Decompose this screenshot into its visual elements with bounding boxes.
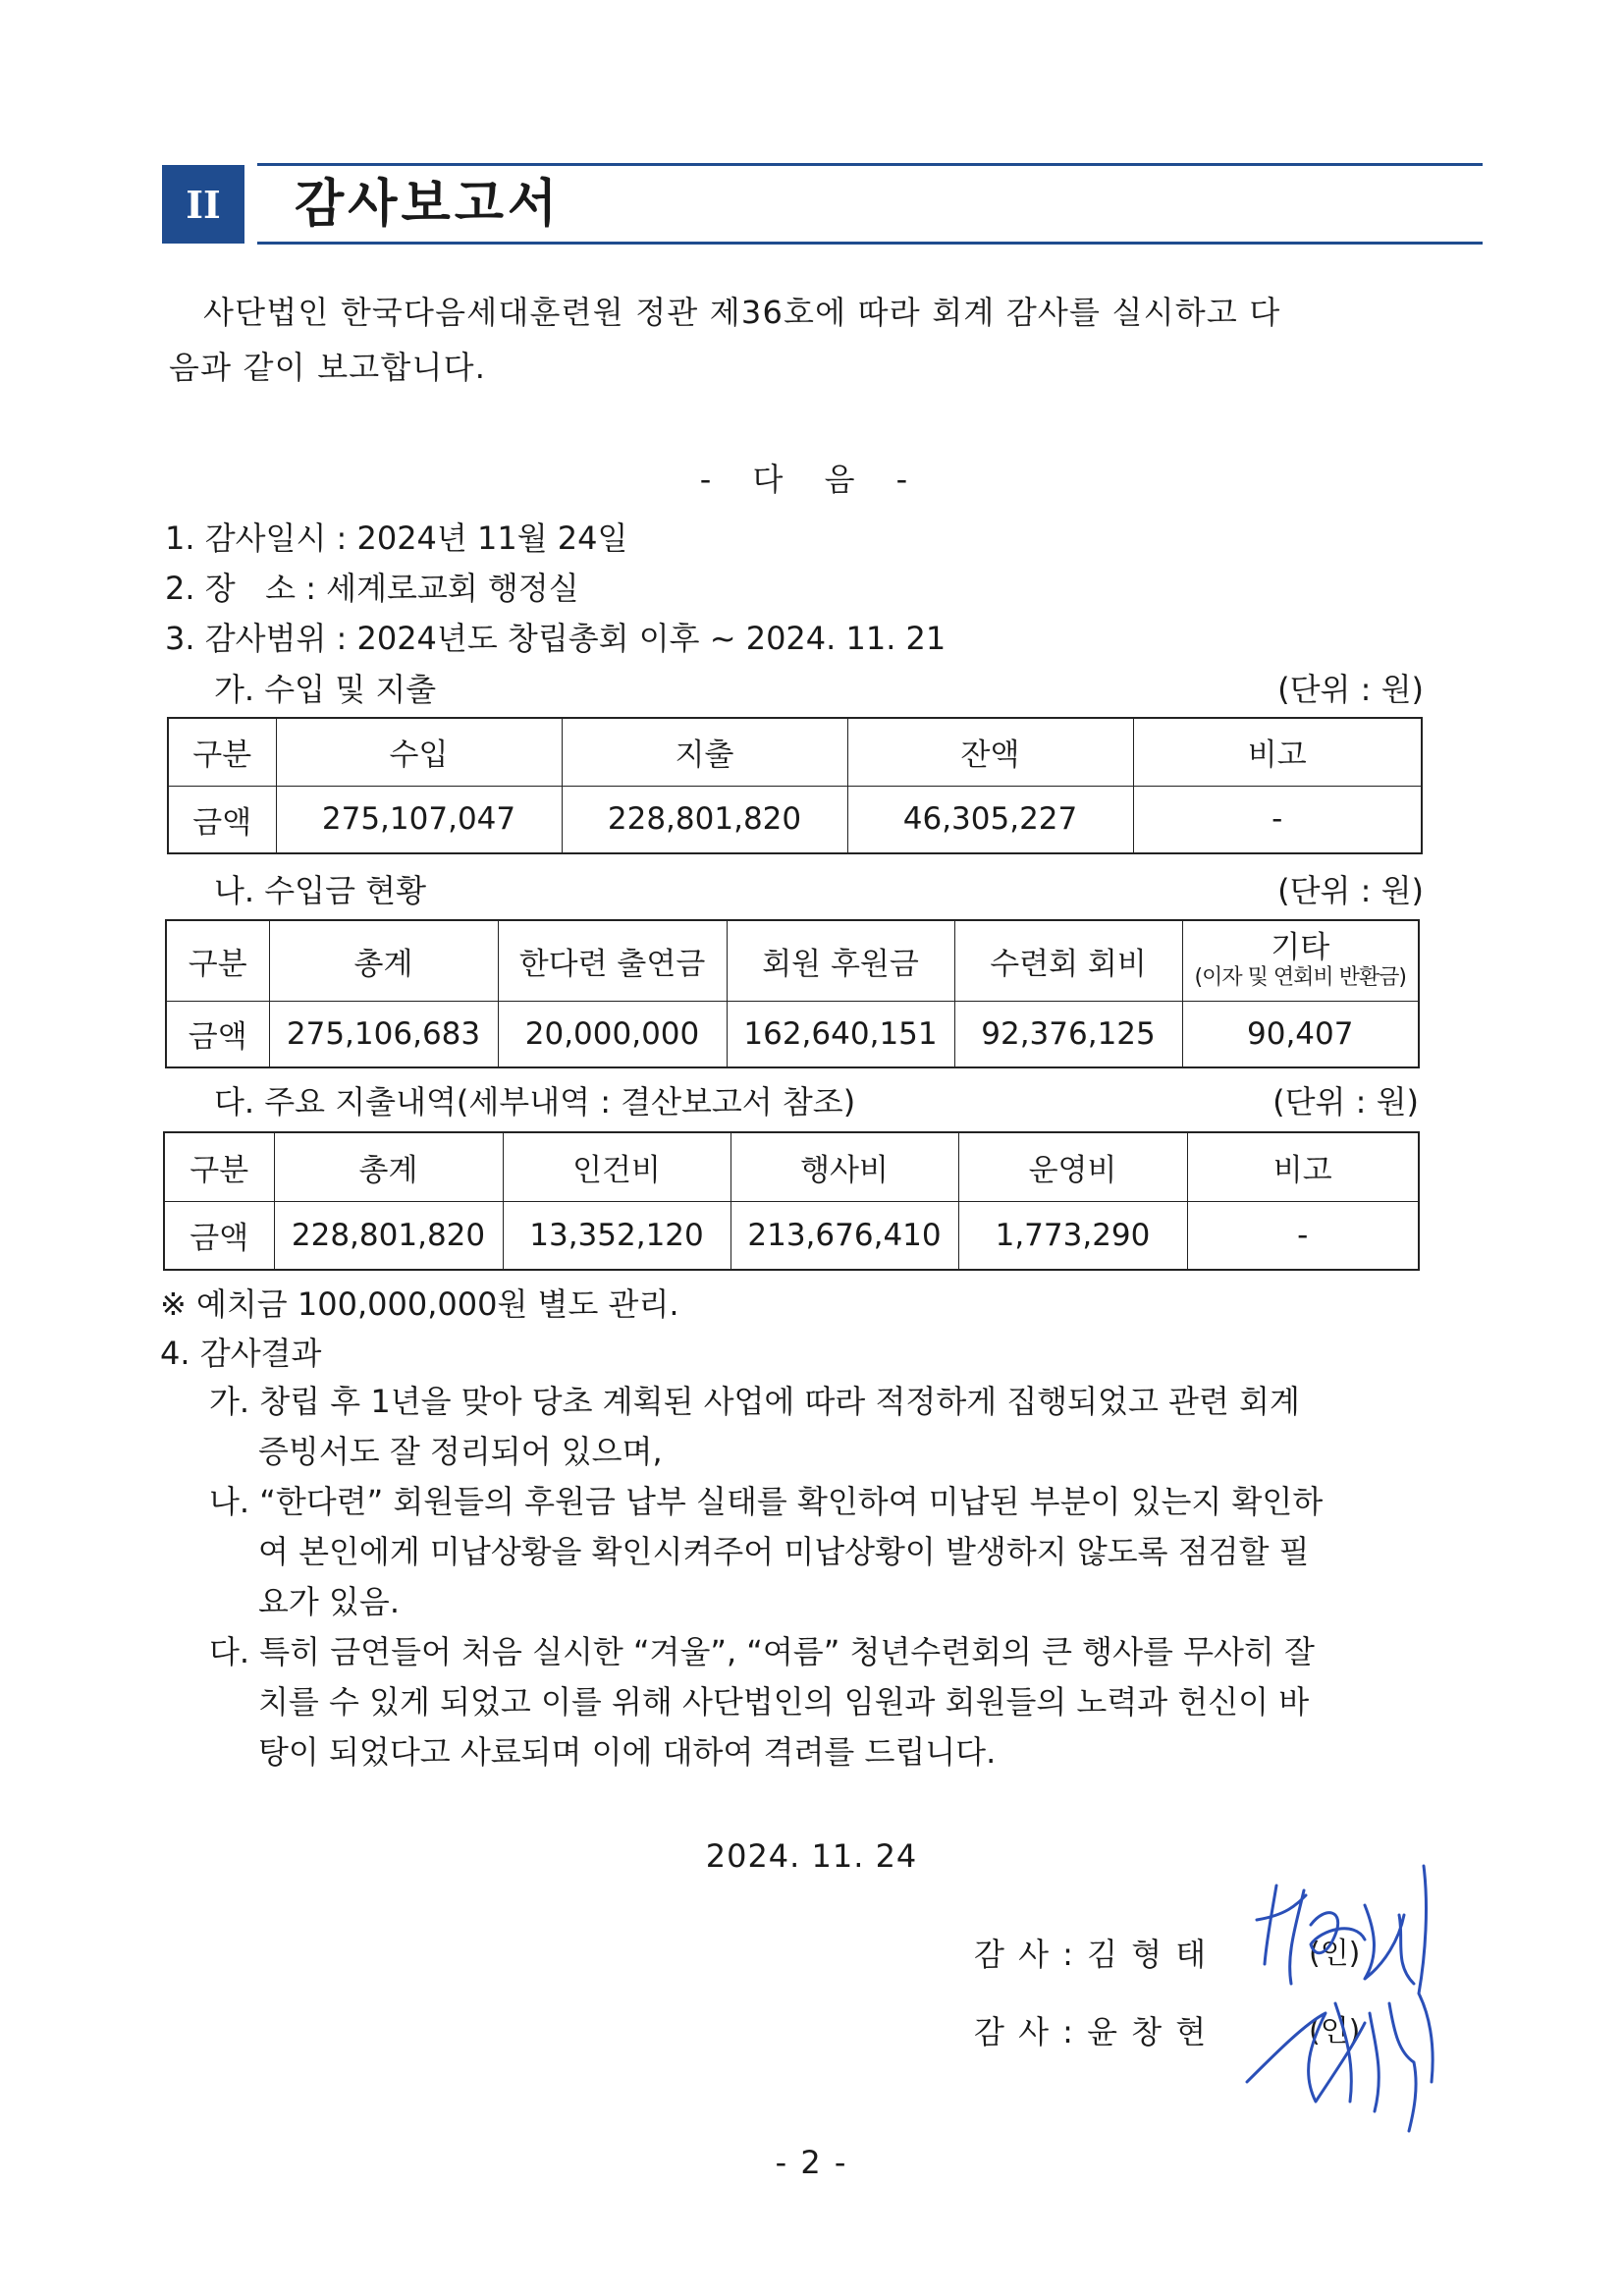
header-rule-bottom xyxy=(257,242,1483,245)
result-a-line-2: 증빙서도 잘 정리되어 있으며, xyxy=(258,1433,663,1470)
result-b-line-2: 여 본인에게 미납상황을 확인시켜주어 미납상황이 발생하지 않도록 점검할 필 xyxy=(258,1533,1310,1570)
item-audit-place: 2. 장 소 : 세계로교회 행정실 xyxy=(165,570,579,607)
result-b-line-3: 요가 있음. xyxy=(258,1583,400,1620)
income-status-table xyxy=(165,919,1420,1068)
item-audit-date: 1. 감사일시 : 2024년 11월 24일 xyxy=(165,519,628,557)
auditor-2-label: 감 사 : 윤 창 현 xyxy=(974,2013,1209,2050)
table-b-unit: (단위 : 원) xyxy=(1277,872,1424,909)
table-header-cell: 구분 xyxy=(164,1132,274,1201)
auditor-1-seal: (인) xyxy=(1309,1937,1361,1971)
deposit-note: ※ 예치금 100,000,000원 별도 관리. xyxy=(160,1285,679,1323)
table-a-unit: (단위 : 원) xyxy=(1277,671,1424,708)
table-header-cell: 행사비 xyxy=(730,1132,958,1201)
table-header-cell xyxy=(1182,920,1419,1001)
table-c-unit: (단위 : 원) xyxy=(1272,1083,1419,1121)
other-header-note: (이자 및 연회비 반환금) xyxy=(1194,965,1406,991)
table-cell: 금액 xyxy=(164,1201,274,1270)
table-header-cell: 수련회 회비 xyxy=(954,920,1182,1001)
expense-detail-table xyxy=(163,1131,1420,1271)
table-cell: 46,305,227 xyxy=(847,786,1133,853)
table-cell: 162,640,151 xyxy=(727,1001,954,1067)
table-header-cell: 인건비 xyxy=(503,1132,730,1201)
table-cell: 20,000,000 xyxy=(498,1001,727,1067)
result-c-line-1: 다. 특히 금연들어 처음 실시한 “겨울”, “여름” 청년수련회의 큰 행사를 무사히 잘 xyxy=(209,1633,1315,1670)
auditor-2-seal: (인) xyxy=(1309,2014,1361,2049)
table-header-cell: 한다련 출연금 xyxy=(498,920,727,1001)
table-cell: 92,376,125 xyxy=(954,1001,1182,1067)
table-cell: 228,801,820 xyxy=(562,786,847,853)
table-cell: 275,107,047 xyxy=(276,786,562,853)
table-cell: 213,676,410 xyxy=(730,1201,958,1270)
divider-label: - 다 음 - xyxy=(699,461,924,498)
result-c-line-3: 탕이 되었다고 사료되며 이에 대하여 격려를 드립니다. xyxy=(258,1733,997,1771)
result-b-line-1: 나. “한다련” 회원들의 후원금 납부 실태를 확인하여 미납된 부분이 있는지 확인하 xyxy=(209,1483,1324,1520)
table-header-cell: 회원 후원금 xyxy=(727,920,954,1001)
table-header-cell: 총계 xyxy=(274,1132,503,1201)
item-audit-scope: 3. 감사범위 : 2024년도 창립총회 이후 ~ 2024. 11. 21 xyxy=(165,620,947,657)
header-rule-top xyxy=(257,163,1483,166)
table-row xyxy=(164,1201,1419,1270)
page-number: - 2 - xyxy=(775,2144,848,2181)
table-cell: 228,801,820 xyxy=(274,1201,503,1270)
page-title: 감사보고서 xyxy=(295,175,562,234)
table-header-cell: 총계 xyxy=(269,920,498,1001)
table-header-cell: 비고 xyxy=(1187,1132,1419,1201)
table-cell: 275,106,683 xyxy=(269,1001,498,1067)
table-header-cell: 운영비 xyxy=(958,1132,1187,1201)
section-number-badge: II xyxy=(162,165,244,244)
other-header-label: 기타 xyxy=(1271,930,1330,966)
table-header-cell: 구분 xyxy=(168,718,276,786)
table-header-cell: 잔액 xyxy=(847,718,1133,786)
handwritten-signatures xyxy=(1217,1846,1453,2141)
result-a-line-1: 가. 창립 후 1년을 맞아 당초 계획된 사업에 따라 적정하게 집행되었고 관련 회계 xyxy=(209,1383,1300,1420)
table-c-caption: 다. 주요 지출내역(세부내역 : 결산보고서 참조) xyxy=(214,1083,856,1121)
auditor-1-label: 감 사 : 김 형 태 xyxy=(974,1936,1209,1973)
result-c-line-2: 치를 수 있게 되었고 이를 위해 사단법인의 임원과 회원들의 노력과 헌신이 바 xyxy=(258,1683,1310,1721)
results-list xyxy=(209,1377,1427,1777)
table-header-cell: 구분 xyxy=(166,920,269,1001)
table-cell: - xyxy=(1133,786,1422,853)
table-cell: 90,407 xyxy=(1182,1001,1419,1067)
table-header-cell: 비고 xyxy=(1133,718,1422,786)
table-header-row xyxy=(164,1132,1419,1201)
table-header-row xyxy=(168,718,1422,786)
table-cell: - xyxy=(1187,1201,1419,1270)
table-row xyxy=(168,786,1422,853)
table-cell: 금액 xyxy=(168,786,276,853)
results-heading: 4. 감사결과 xyxy=(160,1335,322,1372)
income-expense-table xyxy=(167,717,1423,854)
table-row xyxy=(166,1001,1419,1067)
table-header-cell: 지출 xyxy=(562,718,847,786)
report-date: 2024. 11. 24 xyxy=(705,1837,918,1875)
table-header-cell: 수입 xyxy=(276,718,562,786)
table-header-row xyxy=(166,920,1419,1001)
intro-line-2: 음과 같이 보고합니다. xyxy=(169,349,487,386)
table-b-caption: 나. 수입금 현황 xyxy=(214,872,426,909)
table-a-caption: 가. 수입 및 지출 xyxy=(214,671,437,708)
table-cell: 금액 xyxy=(166,1001,269,1067)
table-cell: 13,352,120 xyxy=(503,1201,730,1270)
table-cell: 1,773,290 xyxy=(958,1201,1187,1270)
intro-line-1: 사단법인 한국다음세대훈련원 정관 제36호에 따라 회계 감사를 실시하고 다 xyxy=(203,294,1281,331)
